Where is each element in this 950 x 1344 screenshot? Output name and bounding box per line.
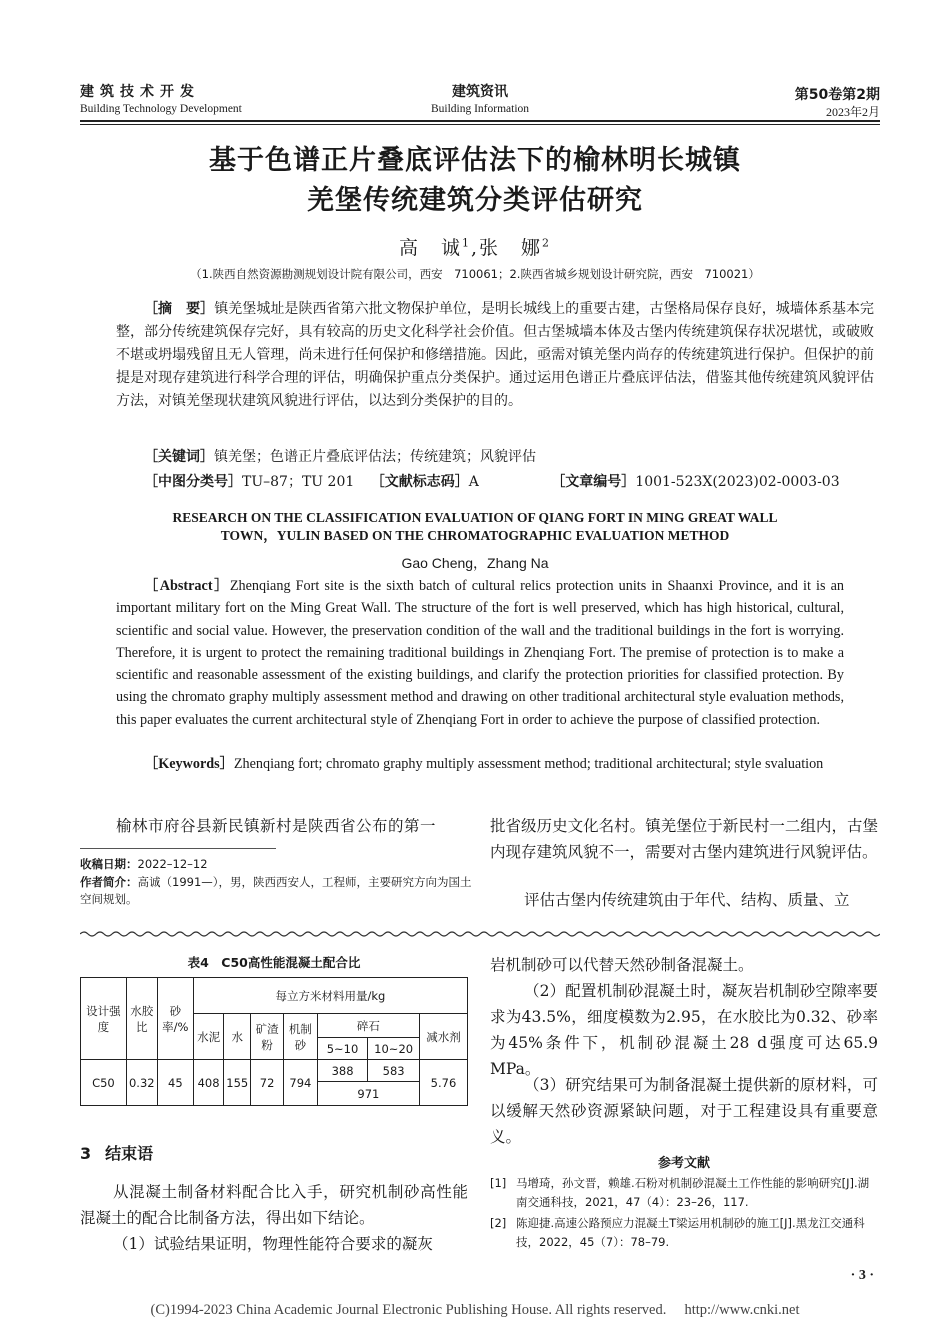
abstract-cn-text: 镇羌堡城址是陕西省第六批文物保护单位，是明长城线上的重要古建，古堡格局保存良好，城墙体系基本完整，部分传统建筑保存完好，具有较高的历史文化科学社会价值。但古堡城墙本体及古堡内传统建筑保存状况堪忧，或破败不堪或坍塌残留且无人管理，尚未进行任何保护和修缮措施。因此，亟需对镇羌堡内尚存的传统建筑进行保护。但保护的前提是对现存建筑进行科学合理的评估，明确保护重点分类保护。通过运用色谱正片叠底评估法，借鉴其他传统建筑风貌评估方法，对镇羌堡现状建筑风貌进行评估，以达到分类保护的目的。 bbox=[116, 301, 875, 409]
td-wc: 0.32 bbox=[126, 1060, 157, 1106]
conclusion-intro: 从混凝土制备材料配合比入手，研究机制砂高性能混凝土的配合比制备方法，得出如下结论。 bbox=[80, 1183, 468, 1227]
td-gravel-1: 388 bbox=[317, 1060, 368, 1082]
th-water: 水 bbox=[224, 1014, 251, 1060]
affiliation: （1.陕西自然资源勘测规划设计院有限公司，西安 710061；2.陕西省城乡规划设计研究院，西安 710021） bbox=[190, 267, 760, 281]
th-sand-ratio: 砂率/% bbox=[157, 978, 193, 1060]
reference-2 bbox=[490, 1214, 878, 1252]
copyright-notice: (C)1994-2023 China Academic Journal Electronic Publishing House. All rights reserved. http://www.cnki.net bbox=[150, 1302, 800, 1318]
section-number: 3 bbox=[80, 1144, 92, 1163]
page-number: · 3 · bbox=[850, 1268, 874, 1283]
authors-en: Gao Cheng，Zhang Na bbox=[401, 555, 549, 571]
reference-1 bbox=[490, 1174, 878, 1212]
doc-code-value: A bbox=[468, 474, 479, 490]
reference-1-text: 马增琦，孙文晋，赖雄.石粉对机制砂混凝土工作性能的影响研究[J].湖南交通科技，2021，47（4）：23–26，117. bbox=[516, 1176, 870, 1209]
received-date bbox=[80, 856, 475, 873]
author-2: 张 娜 bbox=[479, 237, 543, 259]
th-msand: 机制砂 bbox=[283, 1014, 317, 1060]
th-gravel-5-10: 5~10 bbox=[317, 1038, 368, 1060]
keywords-cn bbox=[144, 446, 874, 469]
title-line-1: 基于色谱正片叠底评估法下的榆林明长城镇 bbox=[209, 145, 741, 176]
column-name-cn: 建筑资讯 bbox=[452, 84, 508, 100]
mix-ratio-table bbox=[80, 977, 468, 1106]
title-line-2: 羌堡传统建筑分类评估研究 bbox=[307, 185, 643, 216]
section-heading bbox=[80, 1141, 153, 1164]
clc-tag: ［中图分类号］ bbox=[144, 474, 242, 490]
th-reducer: 减水剂 bbox=[419, 1014, 467, 1060]
doc-code-tag: ［文献标志码］ bbox=[370, 474, 469, 490]
references-title: 参考文献 bbox=[657, 1156, 710, 1171]
conclusion-item-2: （2）配置机制砂混凝土时，凝灰岩机制砂空隙率要求为43.5%，细度模数为2.95，在水胶比为0.32、砂率为45%条件下，机制砂混凝土28 d强度可达65.9 MPa。 bbox=[490, 982, 878, 1078]
abstract-en-text: Zhenqiang Fort site is the sixth batch of cultural relics protection units in Shaanxi Province, and it is an important military fort on the Ming Great Wall. The structure of the fort is well preserved, which has high historical, cultural, scientific and social value. However, the preservation condition of the wall and the traditional buildings in the fort is worrying. Therefore, it is urgent to protect the remaining traditional buildings in Zhenqiang Fort. The premise of protection is to make a scientific and reasonable assessment of the existing buildings, and clarify the protection priorities for classified protection. By using the chromato graphy multiply assessment method and drawing on other traditional architectural style evaluation methods, this paper evaluates the current architectural style of Zhenqiang Fort in order to achieve the purpose of classified protection. bbox=[116, 578, 844, 728]
title-en-line-2: TOWN，YULIN BASED ON THE CHROMATOGRAPHIC EVALUATION METHOD bbox=[220, 528, 730, 543]
td-msand: 794 bbox=[283, 1060, 317, 1106]
keywords-cn-text: 镇羌堡；色谱正片叠底评估法；传统建筑；风貌评估 bbox=[214, 449, 536, 465]
author-1: 高 诚 bbox=[398, 237, 462, 259]
intro-left: 榆林市府谷县新民镇新村是陕西省公布的第一 bbox=[116, 817, 437, 835]
received-label: 收稿日期： bbox=[80, 857, 138, 871]
td-gravel-2: 583 bbox=[368, 1060, 420, 1082]
th-usage: 每立方米材料用量/kg bbox=[193, 978, 467, 1014]
th-wc-ratio: 水胶比 bbox=[126, 978, 157, 1060]
abstract-cn bbox=[116, 298, 874, 413]
reference-2-num: [2] bbox=[490, 1216, 507, 1230]
classification-line bbox=[144, 471, 874, 494]
title-en-line-1: RESEARCH ON THE CLASSIFICATION EVALUATION OF QIANG FORT IN MING GREAT WALL bbox=[172, 510, 778, 525]
keywords-en-tag: ［Keywords］ bbox=[144, 756, 234, 772]
author-1-sup: 1 bbox=[461, 236, 471, 250]
th-gravel-10-20: 10~20 bbox=[368, 1038, 420, 1060]
td-cement: 408 bbox=[193, 1060, 223, 1106]
author-bio bbox=[80, 874, 475, 908]
table-caption: 表4 C50高性能混凝土配合比 bbox=[187, 955, 361, 970]
keywords-cn-tag: ［关键词］ bbox=[144, 449, 214, 465]
clc-value: TU–87；TU 201 bbox=[242, 474, 355, 490]
keywords-en-text: Zhenqiang fort; chromato graphy multiply assessment method; traditional architectural; style svaluation bbox=[233, 756, 824, 772]
volume-issue: 第50卷第2期 bbox=[794, 87, 880, 103]
journal-name-cn: 建筑技术开发 bbox=[80, 84, 200, 100]
conclusion-item-1-cont: 岩机制砂可以代替天然砂制备混凝土。 bbox=[490, 956, 754, 974]
td-grade: C50 bbox=[81, 1060, 127, 1106]
author-sep: , bbox=[470, 237, 480, 259]
abstract-en bbox=[116, 575, 844, 731]
td-sand: 45 bbox=[157, 1060, 193, 1106]
intro-right-2: 评估古堡内传统建筑由于年代、结构、质量、立 bbox=[524, 891, 850, 909]
conclusion-item-1: （1）试验结果证明，物理性能符合要求的凝灰 bbox=[113, 1235, 433, 1253]
journal-name-en: Building Technology Development bbox=[80, 103, 242, 115]
reference-1-num: [1] bbox=[490, 1176, 507, 1190]
intro-right: 批省级历史文化名村。镇羌堡位于新民村一二组内，古堡内现存建筑风貌不一，需要对古堡内建筑进行风貌评估。 bbox=[490, 817, 878, 861]
header-rule-thin bbox=[80, 124, 880, 125]
td-water: 155 bbox=[224, 1060, 251, 1106]
footnote-rule bbox=[80, 848, 276, 849]
abstract-en-tag: ［Abstract］ bbox=[144, 578, 230, 594]
received-value: 2022–12–12 bbox=[137, 857, 208, 871]
th-gravel: 碎石 bbox=[317, 1014, 419, 1038]
th-slag: 矿渣粉 bbox=[251, 1014, 284, 1060]
conclusion-item-3: （3）研究结果可为制备混凝土提供新的原材料，可以缓解天然砂资源紧缺问题，对于工程建设具有重要意义。 bbox=[490, 1076, 878, 1146]
column-name-en: Building Information bbox=[430, 103, 530, 115]
authors bbox=[80, 233, 870, 260]
author-2-sup: 2 bbox=[542, 236, 552, 250]
keywords-en bbox=[116, 753, 844, 775]
th-cement: 水泥 bbox=[193, 1014, 223, 1060]
td-gravel-total: 971 bbox=[317, 1082, 419, 1106]
reference-2-text: 陈迎捷.高速公路预应力混凝土T梁运用机制砂的施工[J].黑龙江交通科技，2022，45（7）：78–79. bbox=[516, 1216, 865, 1249]
th-grade: 设计强度 bbox=[81, 978, 127, 1060]
header-rule bbox=[80, 120, 880, 122]
td-slag: 72 bbox=[251, 1060, 284, 1106]
abstract-cn-tag: ［摘 要］ bbox=[144, 301, 215, 317]
article-no-value: 1001-523X(2023)02-0003-03 bbox=[635, 474, 840, 490]
wavy-separator bbox=[80, 930, 880, 938]
author-bio-value: 高诚（1991—），男，陕西西安人，工程师，主要研究方向为国土空间规划。 bbox=[80, 875, 472, 906]
td-reducer: 5.76 bbox=[419, 1060, 467, 1106]
author-bio-label: 作者简介： bbox=[80, 875, 138, 889]
article-no-tag: ［文章编号］ bbox=[551, 474, 636, 490]
issue-date: 2023年2月 bbox=[825, 105, 880, 119]
section-title: 结束语 bbox=[105, 1144, 154, 1163]
